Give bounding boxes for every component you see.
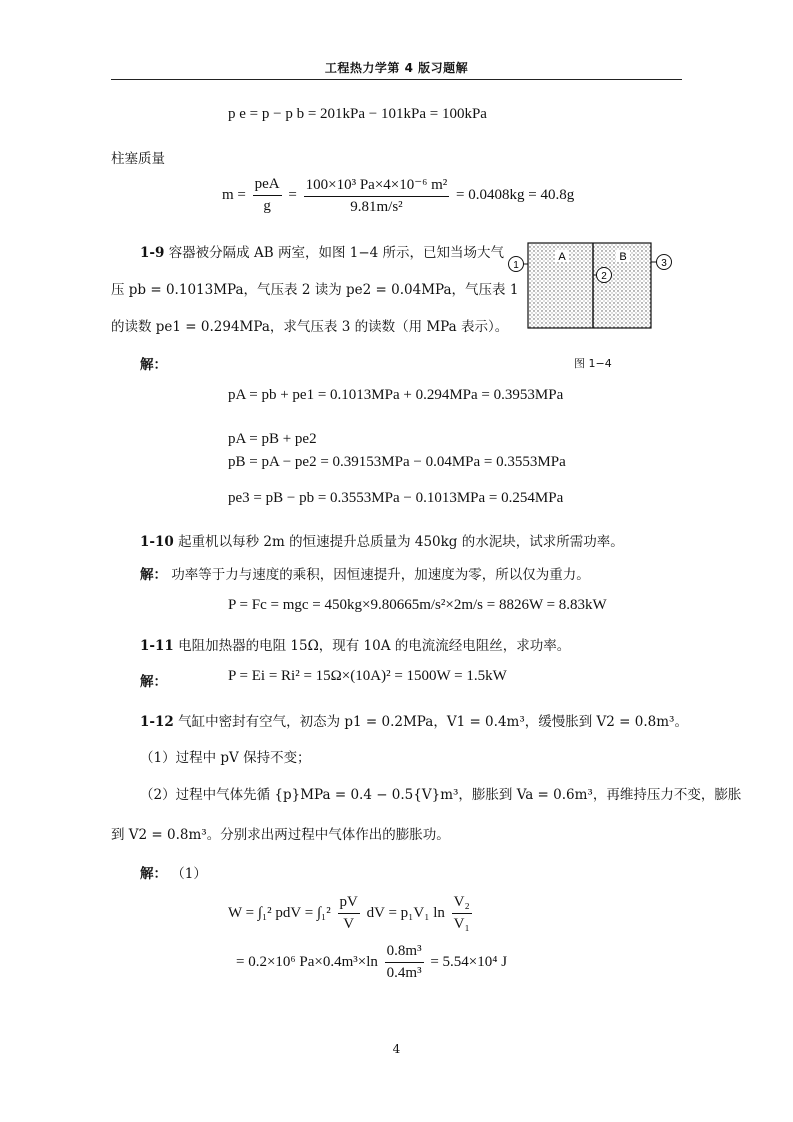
problem-label: 1-11: [140, 638, 174, 654]
container-body: [528, 243, 651, 328]
eq-w-line2-rhs: = 5.54×10⁴ J: [430, 953, 508, 970]
equation-mass: m = $\frac{\text{peA}}{g}$ = $\frac{\text{100×10³ Pa×4×10⁻⁶ m²}}{\text{9.81m/s²}}$ = 0.0408kg = 40.8g: [222, 176, 575, 215]
fraction-numerator: peA: [253, 176, 282, 196]
equation-pb: pB = pA − pe2 = 0.39153MPa − 0.04MPa = 0.3553MPa: [228, 454, 566, 470]
chamber-b-label: B: [619, 251, 627, 263]
fraction-denominator: V₁: [453, 916, 470, 932]
figure-1-4-container-diagram: [505, 238, 675, 333]
problem-1-12-item2: （2）过程中气体先循 {p}MPa = 0.4 − 0.5{V}m³，膨胀到 Va = 0.6m³，再维持压力不变，膨胀: [140, 787, 742, 803]
eq-w-line2-lhs: = 0.2×10⁶ Pa×0.4m³×ln: [236, 953, 378, 970]
problem-text: 气缸中密封有空气，初态为 p1 = 0.2MPa，V1 = 0.4m³，缓慢胀到 V2 = 0.8m³。: [178, 714, 688, 730]
solution-1-10: [140, 563, 590, 583]
problem-text: 电阻加热器的电阻 15Ω，现有 10A 的电流流经电阻丝，求功率。: [178, 638, 571, 654]
problem-text: 起重机以每秒 2m 的恒速提升总质量为 450kg 的水泥块，试求所需功率。: [178, 534, 624, 550]
fraction-pv-v: [338, 894, 360, 933]
solution-text: 功率等于力与速度的乘积，因恒速提升，加速度为零，所以仅为重力。: [171, 567, 590, 583]
problem-label: 1-12: [140, 714, 174, 730]
fraction-denominator: g: [263, 198, 271, 214]
page-number: 4: [392, 1042, 401, 1056]
fraction-denominator: 9.81m/s²: [350, 199, 403, 215]
fraction-force-gravity: [304, 175, 450, 216]
figure-caption: 图 1−4: [574, 357, 612, 370]
fraction-numerator: pV: [338, 894, 360, 914]
gauge-3-label: 3: [661, 258, 667, 269]
problem-1-9-line1: [140, 241, 504, 261]
text-piston-mass: 柱塞质量: [111, 151, 165, 167]
fraction-numerator: 0.8m³: [385, 943, 424, 963]
fraction-pea-g: [253, 176, 282, 215]
eq-w-lhs: W = ∫₁² pdV = ∫₁²: [228, 904, 331, 921]
problem-1-12-item2-cont: 到 V2 = 0.8m³。分别求出两过程中气体作出的膨胀功。: [111, 827, 450, 843]
equation-pe3: pe3 = pB − pb = 0.3553MPa − 0.1013MPa = 0.254MPa: [228, 490, 564, 506]
problem-1-12: [140, 710, 688, 730]
gauge-2-label: 2: [601, 271, 607, 282]
fraction-denominator: V: [343, 916, 355, 932]
problem-label: 1-9: [140, 245, 165, 261]
page-header-title: 工程热力学第 4 版习题解: [324, 61, 469, 75]
equation-power-crane: P = Fc = mgc = 450kg×9.80665m/s²×2m/s = 8826W = 8.83kW: [228, 597, 607, 613]
equation-work-line1: [228, 894, 475, 933]
fraction-v2-v1: [452, 894, 472, 933]
solution-label: 解：: [140, 567, 167, 583]
header-rule: [111, 79, 682, 80]
fraction-volumes: [385, 943, 424, 982]
problem-1-12-item1: （1）过程中 pV 保持不变；: [140, 750, 311, 766]
solution-label-1-11: 解：: [140, 674, 167, 690]
equation-pe: p e = p − p b = 201kPa − 101kPa = 100kPa: [228, 106, 487, 122]
problem-label: 1-10: [140, 534, 174, 550]
eq-w-mid: dV = p₁V₁ ln: [366, 904, 445, 921]
problem-1-11: [140, 634, 570, 654]
solution-1-12: [140, 862, 207, 882]
chamber-a-label: A: [558, 251, 566, 263]
fraction-denominator: 0.4m³: [386, 965, 422, 981]
problem-1-9-line3: 的读数 pe1 = 0.294MPa，求气压表 3 的读数（用 MPa 表示）。: [111, 319, 509, 335]
solution-label-1-9: 解：: [140, 357, 167, 373]
eq-m-lhs: m =: [222, 186, 246, 203]
solution-subpart: （1）: [171, 866, 207, 882]
equation-pa: pA = pb + pe1 = 0.1013MPa + 0.294MPa = 0.3953MPa: [228, 387, 564, 403]
problem-1-9-line2: 压 pb = 0.1013MPa，气压表 2 读为 pe2 = 0.04MPa，气压表 1: [111, 282, 519, 298]
solution-label: 解：: [140, 866, 167, 882]
equation-pa-pb: pA = pB + pe2: [228, 431, 317, 447]
eq-m-rhs: = 0.0408kg = 40.8g: [456, 186, 575, 203]
problem-1-10: [140, 530, 624, 550]
fraction-numerator: 100×10³ Pa×4×10⁻⁶ m²: [304, 175, 450, 197]
equation-power-heater: P = Ei = Ri² = 15Ω×(10A)² = 1500W = 1.5kW: [228, 668, 507, 684]
gauge-1-label: 1: [513, 260, 519, 271]
equation-work-line2: [236, 943, 507, 982]
problem-text: 容器被分隔成 AB 两室，如图 1−4 所示，已知当场大气: [168, 245, 505, 261]
fraction-numerator: V₂: [452, 894, 472, 914]
